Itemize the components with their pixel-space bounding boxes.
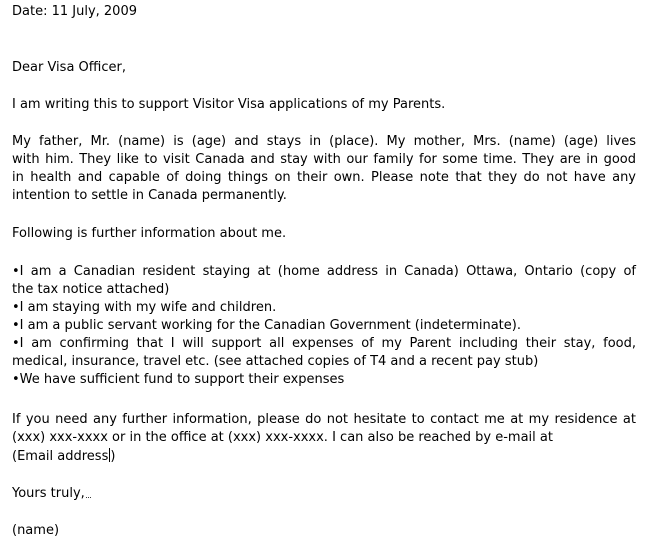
- closing: [12, 485, 91, 503]
- contact-line-1: If you need any further information, please do not hesitate to contact me at my residence at: [12, 412, 636, 427]
- bullet-3: •I am a public servant working for the Canadian Government (indeterminate).: [12, 318, 521, 333]
- closing-text: Yours truly,: [12, 486, 85, 501]
- ink-mark-icon: [86, 494, 91, 498]
- email-placeholder: (Email address: [12, 449, 109, 464]
- bullet-2: •I am staying with my wife and children.: [12, 300, 277, 315]
- info-intro: Following is further information about me.: [12, 226, 287, 241]
- bullet-1-line-1: •I am a Canadian resident staying at (home address in Canada) Ottawa, Ontario (copy of: [12, 264, 636, 279]
- email-close-paren: ): [110, 449, 116, 464]
- parents-line-2: with him. They like to visit Canada and stay with our family for some time. They are in good: [12, 152, 636, 167]
- signature: (name): [12, 523, 60, 538]
- contact-line-3: [12, 448, 115, 466]
- bullet-1-line-2: the tax notice attached): [12, 282, 170, 297]
- parents-line-3: in health and capable of doing things on their own. Please note that they do not have any: [12, 170, 636, 185]
- bullet-4-line-2: medical, insurance, travel etc. (see attached copies of T4 and a recent pay stub): [12, 354, 539, 369]
- date-line: Date: 11 July, 2009: [12, 4, 137, 19]
- bullet-5: •We have sufficient fund to support their expenses: [12, 372, 345, 387]
- contact-line-2: (xxx) xxx-xxxx or in the office at (xxx) xxx-xxxx. I can also be reached by e-mail at: [12, 430, 553, 445]
- salutation: Dear Visa Officer,: [12, 60, 126, 75]
- intro-line: I am writing this to support Visitor Visa applications of my Parents.: [12, 97, 446, 112]
- parents-line-4: intention to settle in Canada permanently.: [12, 188, 287, 203]
- parents-line-1: My father, Mr. (name) is (age) and stays in (place). My mother, Mrs. (name) (age) lives: [12, 134, 636, 149]
- bullet-4-line-1: •I am confirming that I will support all expenses of my Parent including their stay, food,: [12, 336, 636, 351]
